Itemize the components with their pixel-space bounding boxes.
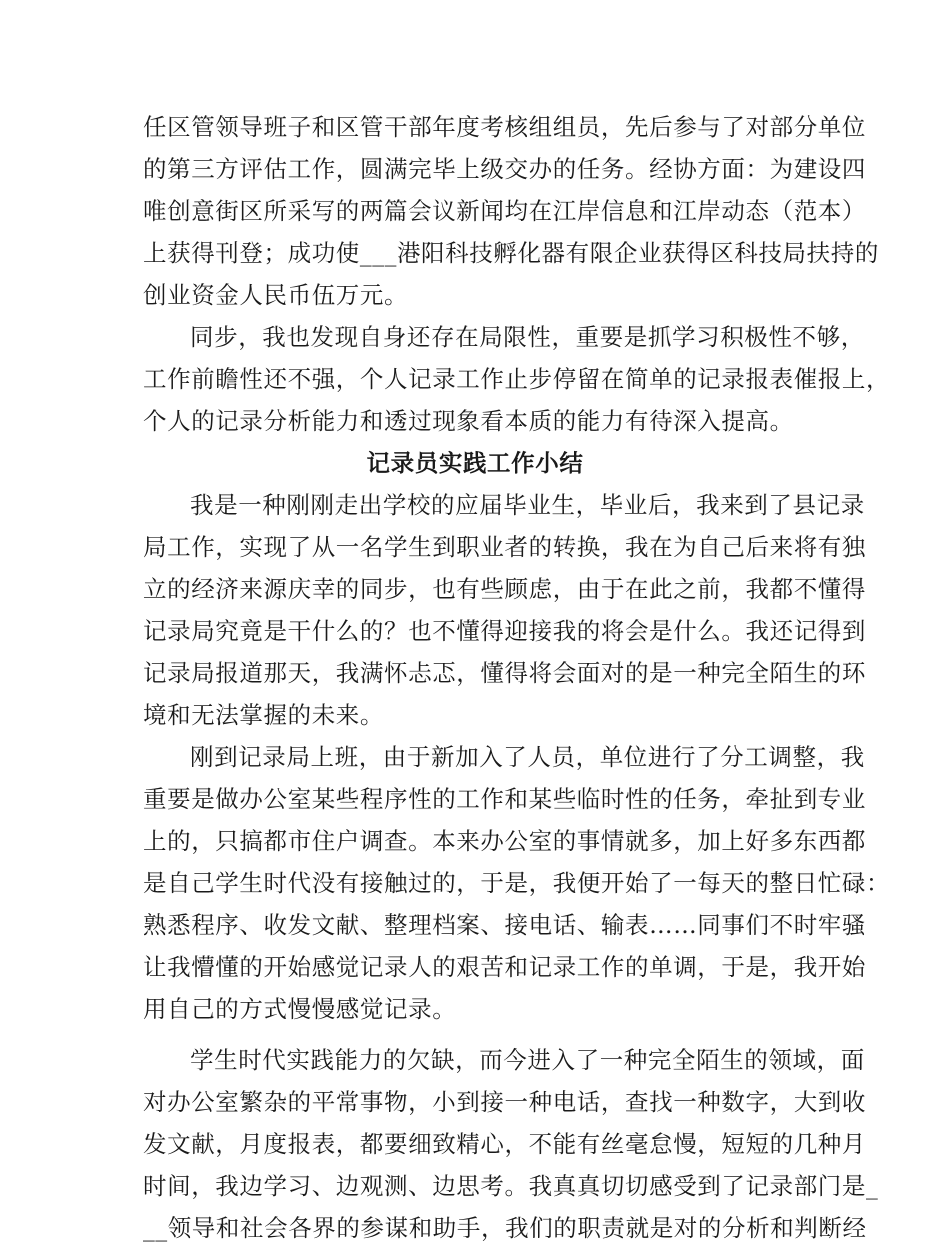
text-line: 唯创意街区所采写的两篇会议新闻均在江岸信息和江岸动态（范本） <box>143 197 866 225</box>
text-line: 熟悉程序、收发文献、整理档案、接电话、输表……同事们不时牢骚 <box>143 911 866 939</box>
paragraph-1 <box>143 106 879 316</box>
text-line: 发文献，月度报表，都要细致精心，不能有丝毫怠慢，短短的几种月 <box>143 1130 866 1158</box>
text-line: 用自己的方式慢慢感觉记录。 <box>143 995 457 1023</box>
paragraph-2 <box>143 316 891 442</box>
text-line: 局工作，实现了从一名学生到职业者的转换，我在为自己后来将有独 <box>143 533 866 561</box>
text-line: 创业资金人民币伍万元。 <box>143 281 409 309</box>
text-line: 工作前瞻性还不强，个人记录工作止步停留在简单的记录报表催报上， <box>143 365 891 393</box>
text-line: 记录局究竟是干什么的？也不懂得迎接我的将会是什么。我还记得到 <box>143 617 866 645</box>
paragraph-5 <box>143 1039 879 1249</box>
text-line: 刚到记录局上班，由于新加入了人员，单位进行了分工调整，我 <box>190 743 865 771</box>
text-line: 重要是做办公室某些程序性的工作和某些临时性的任务，牵扯到专业 <box>143 785 866 813</box>
text-line: __领导和社会各界的参谋和助手，我们的职责就是对的分析和判断经 <box>143 1214 867 1242</box>
section-heading: 记录员实践工作小结 <box>366 449 584 477</box>
text-line: 是自己学生时代没有接触过的，于是，我便开始了一每天的整日忙碌： <box>143 869 891 897</box>
text-line: 时间，我边学习、边观测、边思考。我真真切切感受到了记录部门是_ <box>143 1172 879 1200</box>
text-line: 记录局报道那天，我满怀忐忑，懂得将会面对的是一种完全陌生的环 <box>143 659 866 687</box>
text-line: 的第三方评估工作，圆满完毕上级交办的任务。经协方面：为建设四 <box>143 155 866 183</box>
text-line: 境和无法掌握的未来。 <box>143 701 384 729</box>
text-line: 同步，我也发现自身还存在局限性，重要是抓学习积极性不够， <box>190 323 865 351</box>
paragraph-4 <box>143 736 891 1030</box>
text-line: 我是一种刚刚走出学校的应届毕业生，毕业后，我来到了县记录 <box>190 491 865 519</box>
text-line: 对办公室繁杂的平常事物，小到接一种电话，查找一种数字，大到收 <box>143 1088 866 1116</box>
text-line: 上的，只搞都市住户调查。本来办公室的事情就多，加上好多东西都 <box>143 827 866 855</box>
text-line: 任区管领导班子和区管干部年度考核组组员，先后参与了对部分单位 <box>143 113 866 141</box>
paragraph-3 <box>143 484 866 736</box>
text-line: 上获得刊登；成功使___港阳科技孵化器有限企业获得区科技局扶持的 <box>143 239 879 267</box>
text-line: 立的经济来源庆幸的同步，也有些顾虑，由于在此之前，我都不懂得 <box>143 575 866 603</box>
text-line: 让我懵懂的开始感觉记录人的艰苦和记录工作的单调，于是，我开始 <box>143 953 866 981</box>
text-line: 学生时代实践能力的欠缺，而今进入了一种完全陌生的领域，面 <box>190 1046 865 1074</box>
text-line: 个人的记录分析能力和透过现象看本质的能力有待深入提高。 <box>143 407 794 435</box>
document-body <box>143 106 891 1249</box>
paragraph-spacer <box>143 1030 807 1039</box>
